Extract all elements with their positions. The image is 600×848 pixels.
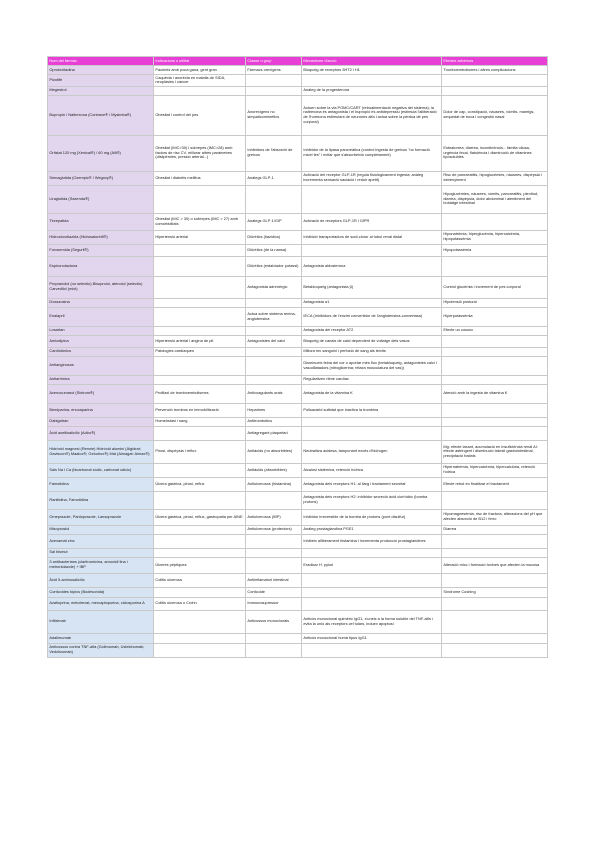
cell-class: Actua sobre sistema renina-angiotensina bbox=[246, 307, 302, 326]
cell-drug-name: Doxazosina bbox=[48, 298, 154, 307]
header-drug-name: Nom del fàrmac bbox=[48, 57, 154, 66]
cell-adverse-effects bbox=[442, 256, 548, 276]
cell-drug-name: Enalapril bbox=[48, 307, 154, 326]
cell-mechanism: Anticòs monoclonal quimèric IgG1, s'uneix a la forma soluble del TNF-alfa i evita la unió als receptors cel·lulars, induex apoptosi bbox=[302, 610, 442, 633]
cell-drug-name: Acexamat zinc bbox=[48, 534, 154, 548]
cell-drug-name: Hidròxid magnesi (Rennie) Hidròxid alumini (Algidrat; Gaviscon®) Maalox®; Gelodrox®) Mat (Almagat: Almax®) bbox=[48, 440, 154, 463]
cell-indications bbox=[154, 356, 246, 375]
cell-class: Diürètics (de la nansa) bbox=[246, 244, 302, 256]
cell-class: Diürètics (tiazídics) bbox=[246, 230, 302, 244]
cell-indications bbox=[154, 525, 246, 534]
cell-drug-name: Liraglutida (Saxenda®) bbox=[48, 185, 154, 213]
table-row bbox=[48, 440, 548, 463]
table-row bbox=[48, 643, 548, 657]
cell-class bbox=[246, 86, 302, 95]
cell-adverse-effects bbox=[442, 86, 548, 95]
cell-drug-name: Cardiotònics bbox=[48, 347, 154, 356]
cell-mechanism: Inhibidor de la lipasa pancreàtica (control ingesta de greixos "no formació micel·les" i evitar que s'absorbeixin completament) bbox=[302, 135, 442, 171]
cell-adverse-effects: Efecte rebot en finalitzar el tractament bbox=[442, 477, 548, 491]
cell-class bbox=[246, 534, 302, 548]
cell-indications bbox=[154, 491, 246, 509]
cell-adverse-effects bbox=[442, 213, 548, 230]
cell-indications: Colitis ulcerosa o Crohn bbox=[154, 597, 246, 610]
cell-drug-name: Adalimumab bbox=[48, 633, 154, 643]
table-row bbox=[48, 491, 548, 509]
table-row bbox=[48, 610, 548, 633]
cell-adverse-effects: Atenció amb la ingesta de vitamina K bbox=[442, 384, 548, 403]
cell-class bbox=[246, 326, 302, 335]
cell-indications bbox=[154, 534, 246, 548]
cell-indications: Caquèxia i anorèxia en malalts de SIDA, neoplàsies i càncer bbox=[154, 75, 246, 86]
cell-indications bbox=[154, 610, 246, 633]
header-adverse-effects: Efectes adversos bbox=[442, 57, 548, 66]
cell-indications: Homeòstasi i sang bbox=[154, 417, 246, 426]
cell-drug-name: 3 antibacterians (claritromicina, amoxicil·lina i metronidazole) + IBP bbox=[48, 557, 154, 573]
cell-mechanism: Neutralitza acidesa, tamponant excés d'hidrogen bbox=[302, 440, 442, 463]
table-row bbox=[48, 384, 548, 403]
cell-adverse-effects bbox=[442, 335, 548, 347]
table-row bbox=[48, 171, 548, 185]
cell-drug-name: Famotidina bbox=[48, 477, 154, 491]
cell-adverse-effects: Hipoglucèmies, nàusees, vòmits, pancreatitis, plenitud, diarrea, dispèpsia, dolor abdominal i alentiment del buidatge intestinal bbox=[442, 185, 548, 213]
cell-drug-name: Omeprazole, Pantoprazole, Lansoprazole bbox=[48, 509, 154, 525]
cell-mechanism: Eradicar H. pylori bbox=[302, 557, 442, 573]
cell-indications bbox=[154, 86, 246, 95]
cell-mechanism: Actuen sobre la via POMC/CART (retroalimentació negativa del sistema); la naltrexona és antagonista i el bupropió és antidepressiu (estimula l'alliberació de l'hormona estimulant de neurones alfa i actua sobre la pèrdua de pes corporal) bbox=[302, 95, 442, 135]
cell-indications bbox=[154, 244, 246, 256]
table-body bbox=[48, 66, 548, 657]
cell-mechanism: Antagonista α1 bbox=[302, 298, 442, 307]
cell-class: Inhibidors de l'absorció de greixos bbox=[246, 135, 302, 171]
table-row bbox=[48, 86, 548, 95]
cell-adverse-effects bbox=[442, 403, 548, 417]
cell-class: Anorexígens no simpaticomimètics bbox=[246, 95, 302, 135]
cell-indications: Obesitat (IMC > 30) o sobrepès (IMC > 27) amb comorbiditats bbox=[154, 213, 246, 230]
table-row bbox=[48, 244, 548, 256]
cell-mechanism bbox=[302, 426, 442, 440]
cell-mechanism: Regularitzen ritme cardíac bbox=[302, 375, 442, 384]
cell-drug-name: Àcid 5-aminosalicílic bbox=[48, 573, 154, 587]
cell-indications: Obesitat (IMC>30) i sobrepès (IMC>28) amb factors de risc CV, millorar altres paràmetres (dislipèmies, pressió arterial...) bbox=[154, 135, 246, 171]
table-row bbox=[48, 633, 548, 643]
cell-drug-name: Tirzepatida bbox=[48, 213, 154, 230]
cell-indications: Pirosi, dispèpsia i reflux bbox=[154, 440, 246, 463]
cell-adverse-effects: Tromboembolismes i altres complicacions bbox=[442, 66, 548, 75]
cell-indications: Hipertensió arterial bbox=[154, 230, 246, 244]
cell-mechanism bbox=[302, 587, 442, 597]
cell-mechanism: Inhibició transportadors de sodi-clorur al túbul renal distal bbox=[302, 230, 442, 244]
cell-indications bbox=[154, 256, 246, 276]
cell-mechanism: Antagonista del receptor AT2 bbox=[302, 326, 442, 335]
table-row bbox=[48, 276, 548, 298]
cell-indications bbox=[154, 298, 246, 307]
header-row bbox=[48, 57, 548, 66]
cell-class: Heparines bbox=[246, 403, 302, 417]
cell-adverse-effects: Efecte un cosunc bbox=[442, 326, 548, 335]
cell-mechanism bbox=[302, 244, 442, 256]
cell-adverse-effects: Diarrea bbox=[442, 525, 548, 534]
cell-indications bbox=[154, 463, 246, 477]
cell-drug-name: Misoprostol bbox=[48, 525, 154, 534]
table-row bbox=[48, 509, 548, 525]
cell-indications bbox=[154, 426, 246, 440]
cell-mechanism: Antagonista aldosterona bbox=[302, 256, 442, 276]
cell-drug-name: Losartan bbox=[48, 326, 154, 335]
cell-drug-name: Infliximab bbox=[48, 610, 154, 633]
table-row bbox=[48, 326, 548, 335]
cell-indications bbox=[154, 643, 246, 657]
cell-class: Anticossos monoclonals bbox=[246, 610, 302, 633]
cell-adverse-effects bbox=[442, 643, 548, 657]
cell-adverse-effects bbox=[442, 75, 548, 86]
cell-mechanism: Activació de receptors GLP-1R i GIPR bbox=[302, 213, 442, 230]
drug-table-sheet bbox=[47, 56, 547, 658]
cell-mechanism bbox=[302, 75, 442, 86]
cell-class: Antagonista adrenèrgic bbox=[246, 276, 302, 298]
cell-indications bbox=[154, 633, 246, 643]
cell-drug-name: Espironolactona bbox=[48, 256, 154, 276]
cell-class: Anticoagulants orals bbox=[246, 384, 302, 403]
cell-adverse-effects: Control glucèmia i increment de pes corporal bbox=[442, 276, 548, 298]
cell-indications: Hipertensió arterial i angina de pit bbox=[154, 335, 246, 347]
cell-indications: Patologies cardíaques bbox=[154, 347, 246, 356]
cell-indications: Úlceres pèptiques bbox=[154, 557, 246, 573]
cell-indications bbox=[154, 185, 246, 213]
drug-table bbox=[47, 56, 548, 658]
cell-adverse-effects: Mg: efecte laxant, acumulació en insuficiència renal Al: efecte astringent i disminució trànsit gastrointestinal, precipitació fosfats bbox=[442, 440, 548, 463]
cell-indications bbox=[154, 587, 246, 597]
cell-drug-name: Megestrol bbox=[48, 86, 154, 95]
cell-adverse-effects bbox=[442, 491, 548, 509]
cell-class bbox=[246, 643, 302, 657]
cell-drug-name: Semaglutida (Ozempic® / Wegovy®) bbox=[48, 171, 154, 185]
cell-drug-name: Bemiparina, enoxaparina bbox=[48, 403, 154, 417]
cell-drug-name: Antianginosos bbox=[48, 356, 154, 375]
cell-mechanism bbox=[302, 597, 442, 610]
table-row bbox=[48, 298, 548, 307]
cell-mechanism: Antagonista dels receptors H1: al llarg i tractament secretat bbox=[302, 477, 442, 491]
cell-mechanism: Antagonista de la vitamina K bbox=[302, 384, 442, 403]
cell-class bbox=[246, 491, 302, 509]
cell-class bbox=[246, 347, 302, 356]
cell-indications bbox=[154, 375, 246, 384]
cell-mechanism: Disminueix feina del cor o aportar més flux (betabloqueig, antagonistes calci i vasodilatadors (nitroglicerina; relaxa musculatura del vas)) bbox=[302, 356, 442, 375]
cell-mechanism: IECA (Inhibidors de l'enzim convertidor de l'angiotensina-convertasa) bbox=[302, 307, 442, 326]
table-row bbox=[48, 230, 548, 244]
table-row bbox=[48, 347, 548, 356]
cell-indications: Pacients amb poca gana, gent gran bbox=[154, 66, 246, 75]
table-row bbox=[48, 375, 548, 384]
cell-adverse-effects: Hipotensió postural bbox=[442, 298, 548, 307]
cell-indications: Prevenció trombos en immobilització bbox=[154, 403, 246, 417]
cell-adverse-effects: Hipernatrèmia, hipercalcèmia, hipercalciúria, retenció hídrica bbox=[442, 463, 548, 477]
cell-drug-name: Dabigatran bbox=[48, 417, 154, 426]
cell-drug-name: Àcid acetilsalicílic (Adiro®) bbox=[48, 426, 154, 440]
cell-indications bbox=[154, 326, 246, 335]
cell-class: Antiulcerosos (protectors) bbox=[246, 525, 302, 534]
table-row bbox=[48, 307, 548, 326]
cell-adverse-effects: Hipomagnesèmia, risc de fractura, alteracions del pH que afecten absorció de B12 i ferro bbox=[442, 509, 548, 525]
cell-drug-name: Hidroclorotiazida (Hidrosaluretil®) bbox=[48, 230, 154, 244]
cell-adverse-effects bbox=[442, 633, 548, 643]
cell-class: Antagonistes del calci bbox=[246, 335, 302, 347]
cell-adverse-effects bbox=[442, 534, 548, 548]
table-row bbox=[48, 548, 548, 557]
table-row bbox=[48, 75, 548, 86]
cell-adverse-effects: Alteració micc i formació toxines que afecten la mucosa bbox=[442, 557, 548, 573]
header-class: Classe o grup bbox=[246, 57, 302, 66]
table-row bbox=[48, 66, 548, 75]
cell-indications: Profilaxi de tromboembolismes bbox=[154, 384, 246, 403]
cell-indications: Úlcera gàstrica, pirosi, reflux, gastropatia per AINE bbox=[154, 509, 246, 525]
cell-adverse-effects: Dolor de cap, constipació, nàusees, vòmits, mareigs, sequedat de boca i congestió nasal bbox=[442, 95, 548, 135]
cell-drug-name: Acenocumarol (Sintrom®) bbox=[48, 384, 154, 403]
cell-mechanism: Anàleg de la progesterona bbox=[302, 86, 442, 95]
cell-drug-name: Anticossos contra TNF-alfa (Golimumab, Ustekinumab, Vedolizumab) bbox=[48, 643, 154, 657]
cell-mechanism: Millora rec sanguini i perfusió de sang als teixits bbox=[302, 347, 442, 356]
table-row bbox=[48, 417, 548, 426]
cell-mechanism: Bloqueig de receptors 5HT2 i H1 bbox=[302, 66, 442, 75]
cell-class bbox=[246, 298, 302, 307]
header-mechanism: Mecanisme d'acció bbox=[302, 57, 442, 66]
table-row bbox=[48, 256, 548, 276]
cell-drug-name: Azatioprina, metotrexat, mercaptopurina, ciclosporina A bbox=[48, 597, 154, 610]
table-row bbox=[48, 587, 548, 597]
cell-class: Antiagregant plaquetari bbox=[246, 426, 302, 440]
cell-adverse-effects bbox=[442, 375, 548, 384]
table-row bbox=[48, 185, 548, 213]
cell-adverse-effects bbox=[442, 356, 548, 375]
cell-indications bbox=[154, 276, 246, 298]
cell-drug-name: Orlistat 120 mg (Xenical®) / 60 mg (Alli®) bbox=[48, 135, 154, 171]
cell-indications bbox=[154, 548, 246, 557]
cell-mechanism: Activació del receptor GLP-1R (regula fisiològicament ingesta; anàleg incrementa sensació saciació i reduir apetit) bbox=[302, 171, 442, 185]
cell-class: Anàlegs GLP-1/GIP bbox=[246, 213, 302, 230]
cell-indications: Obesitat i diabetis mellitus bbox=[154, 171, 246, 185]
table-row bbox=[48, 477, 548, 491]
cell-drug-name: Antiarítmics bbox=[48, 375, 154, 384]
cell-adverse-effects bbox=[442, 573, 548, 587]
cell-class: Antiàcids (no absorbibles) bbox=[246, 440, 302, 463]
cell-mechanism: Bloqueig de canals de calci dependent de voltatge dels vasos bbox=[302, 335, 442, 347]
cell-drug-name: Amlodipina bbox=[48, 335, 154, 347]
cell-drug-name: Pizotifè bbox=[48, 75, 154, 86]
cell-class bbox=[246, 185, 302, 213]
table-row bbox=[48, 426, 548, 440]
cell-drug-name: Sal bismut bbox=[48, 548, 154, 557]
table-row bbox=[48, 356, 548, 375]
table-row bbox=[48, 213, 548, 230]
cell-class: Antiulcerosos (IBP) bbox=[246, 509, 302, 525]
cell-mechanism: Polisacàrid sulfatat que inactiva la trombina bbox=[302, 403, 442, 417]
cell-drug-name: Bupropió / Naltrexona (Contrave® / Mysimba®) bbox=[48, 95, 154, 135]
cell-adverse-effects bbox=[442, 610, 548, 633]
cell-mechanism: Anàleg prostaglandina PGE1 bbox=[302, 525, 442, 534]
table-row bbox=[48, 403, 548, 417]
cell-class: Antitrombòtics bbox=[246, 417, 302, 426]
cell-class: Anàlegs GLP-1 bbox=[246, 171, 302, 185]
cell-class bbox=[246, 633, 302, 643]
cell-mechanism: Betabloqueig (antagonista β) bbox=[302, 276, 442, 298]
header-indications: Indicacions o utilitat bbox=[154, 57, 246, 66]
cell-adverse-effects bbox=[442, 417, 548, 426]
cell-mechanism: Alcalosi sistèmica, retenció hídrica bbox=[302, 463, 442, 477]
cell-mechanism: Inhibidor irreversible de la bomba de protons (pont disulfur) bbox=[302, 509, 442, 525]
cell-mechanism bbox=[302, 185, 442, 213]
cell-indications bbox=[154, 307, 246, 326]
table-row bbox=[48, 335, 548, 347]
cell-drug-name: Sals Na i Ca (bicarbonat sòdic, carbonat càlcic) bbox=[48, 463, 154, 477]
cell-indications: Úlcera gàstrica, pirosi, reflux bbox=[154, 477, 246, 491]
cell-adverse-effects: Hiperpotassèmia bbox=[442, 307, 548, 326]
table-row bbox=[48, 597, 548, 610]
cell-drug-name: Ranitidina, Famotidina bbox=[48, 491, 154, 509]
cell-drug-name: Propranolol (no selectiu) Bisoprolol, atenolol (selectiu) Carvedilol (mixt) bbox=[48, 276, 154, 298]
cell-class: Antiulcerosos (histamina) bbox=[246, 477, 302, 491]
cell-class bbox=[246, 548, 302, 557]
table-row bbox=[48, 463, 548, 477]
cell-indications: Colitis ulcerosa bbox=[154, 573, 246, 587]
cell-class: Diürètics (estalviador potassi) bbox=[246, 256, 302, 276]
cell-class bbox=[246, 557, 302, 573]
cell-mechanism bbox=[302, 573, 442, 587]
cell-mechanism: Inhibeix alliberament histamina i incrementa producció prostaglandines bbox=[302, 534, 442, 548]
cell-mechanism bbox=[302, 643, 442, 657]
cell-class: Fàrmacs orexígens bbox=[246, 66, 302, 75]
cell-adverse-effects: Esteatorrea, diarrea, incontinència... fàmita oliosa, urgència fecal, flatulència i disminució de vitamines liposolubles bbox=[442, 135, 548, 171]
cell-class bbox=[246, 356, 302, 375]
cell-class bbox=[246, 75, 302, 86]
cell-mechanism: Antagonista dels receptors H2: inhibidor secreció àcid clorhídric (bomba protons) bbox=[302, 491, 442, 509]
cell-adverse-effects: Risc de pancreatitis, hipoglucèmies, nàusees, dispèpsia i estrenyiment bbox=[442, 171, 548, 185]
cell-mechanism bbox=[302, 548, 442, 557]
table-row bbox=[48, 525, 548, 534]
cell-drug-name: Oprotoxitadina bbox=[48, 66, 154, 75]
cell-adverse-effects bbox=[442, 597, 548, 610]
cell-class: Immunosupressor bbox=[246, 597, 302, 610]
cell-adverse-effects bbox=[442, 426, 548, 440]
cell-adverse-effects: Hiponatrèmia, hiperglucèmia, hipercalcèmia, hipopotassèmia bbox=[442, 230, 548, 244]
cell-indications: Obesitat i control del pes bbox=[154, 95, 246, 135]
cell-adverse-effects: Hipopotassèmia bbox=[442, 244, 548, 256]
table-row bbox=[48, 95, 548, 135]
table-row bbox=[48, 534, 548, 548]
cell-adverse-effects: Síndrome Cushing bbox=[442, 587, 548, 597]
cell-mechanism bbox=[302, 417, 442, 426]
cell-drug-name: Corticoides tòpics (Budesonida) bbox=[48, 587, 154, 597]
cell-class: Antiinflamatori intestinal bbox=[246, 573, 302, 587]
table-row bbox=[48, 135, 548, 171]
cell-class: Corticoide bbox=[246, 587, 302, 597]
cell-drug-name: Furosemida (Seguril®) bbox=[48, 244, 154, 256]
cell-class: Antiàcids (absorbibles) bbox=[246, 463, 302, 477]
cell-adverse-effects bbox=[442, 548, 548, 557]
table-row bbox=[48, 557, 548, 573]
cell-class bbox=[246, 375, 302, 384]
cell-adverse-effects bbox=[442, 347, 548, 356]
table-row bbox=[48, 573, 548, 587]
cell-mechanism: Anticòs monoclonal humà tipus IgG1 bbox=[302, 633, 442, 643]
